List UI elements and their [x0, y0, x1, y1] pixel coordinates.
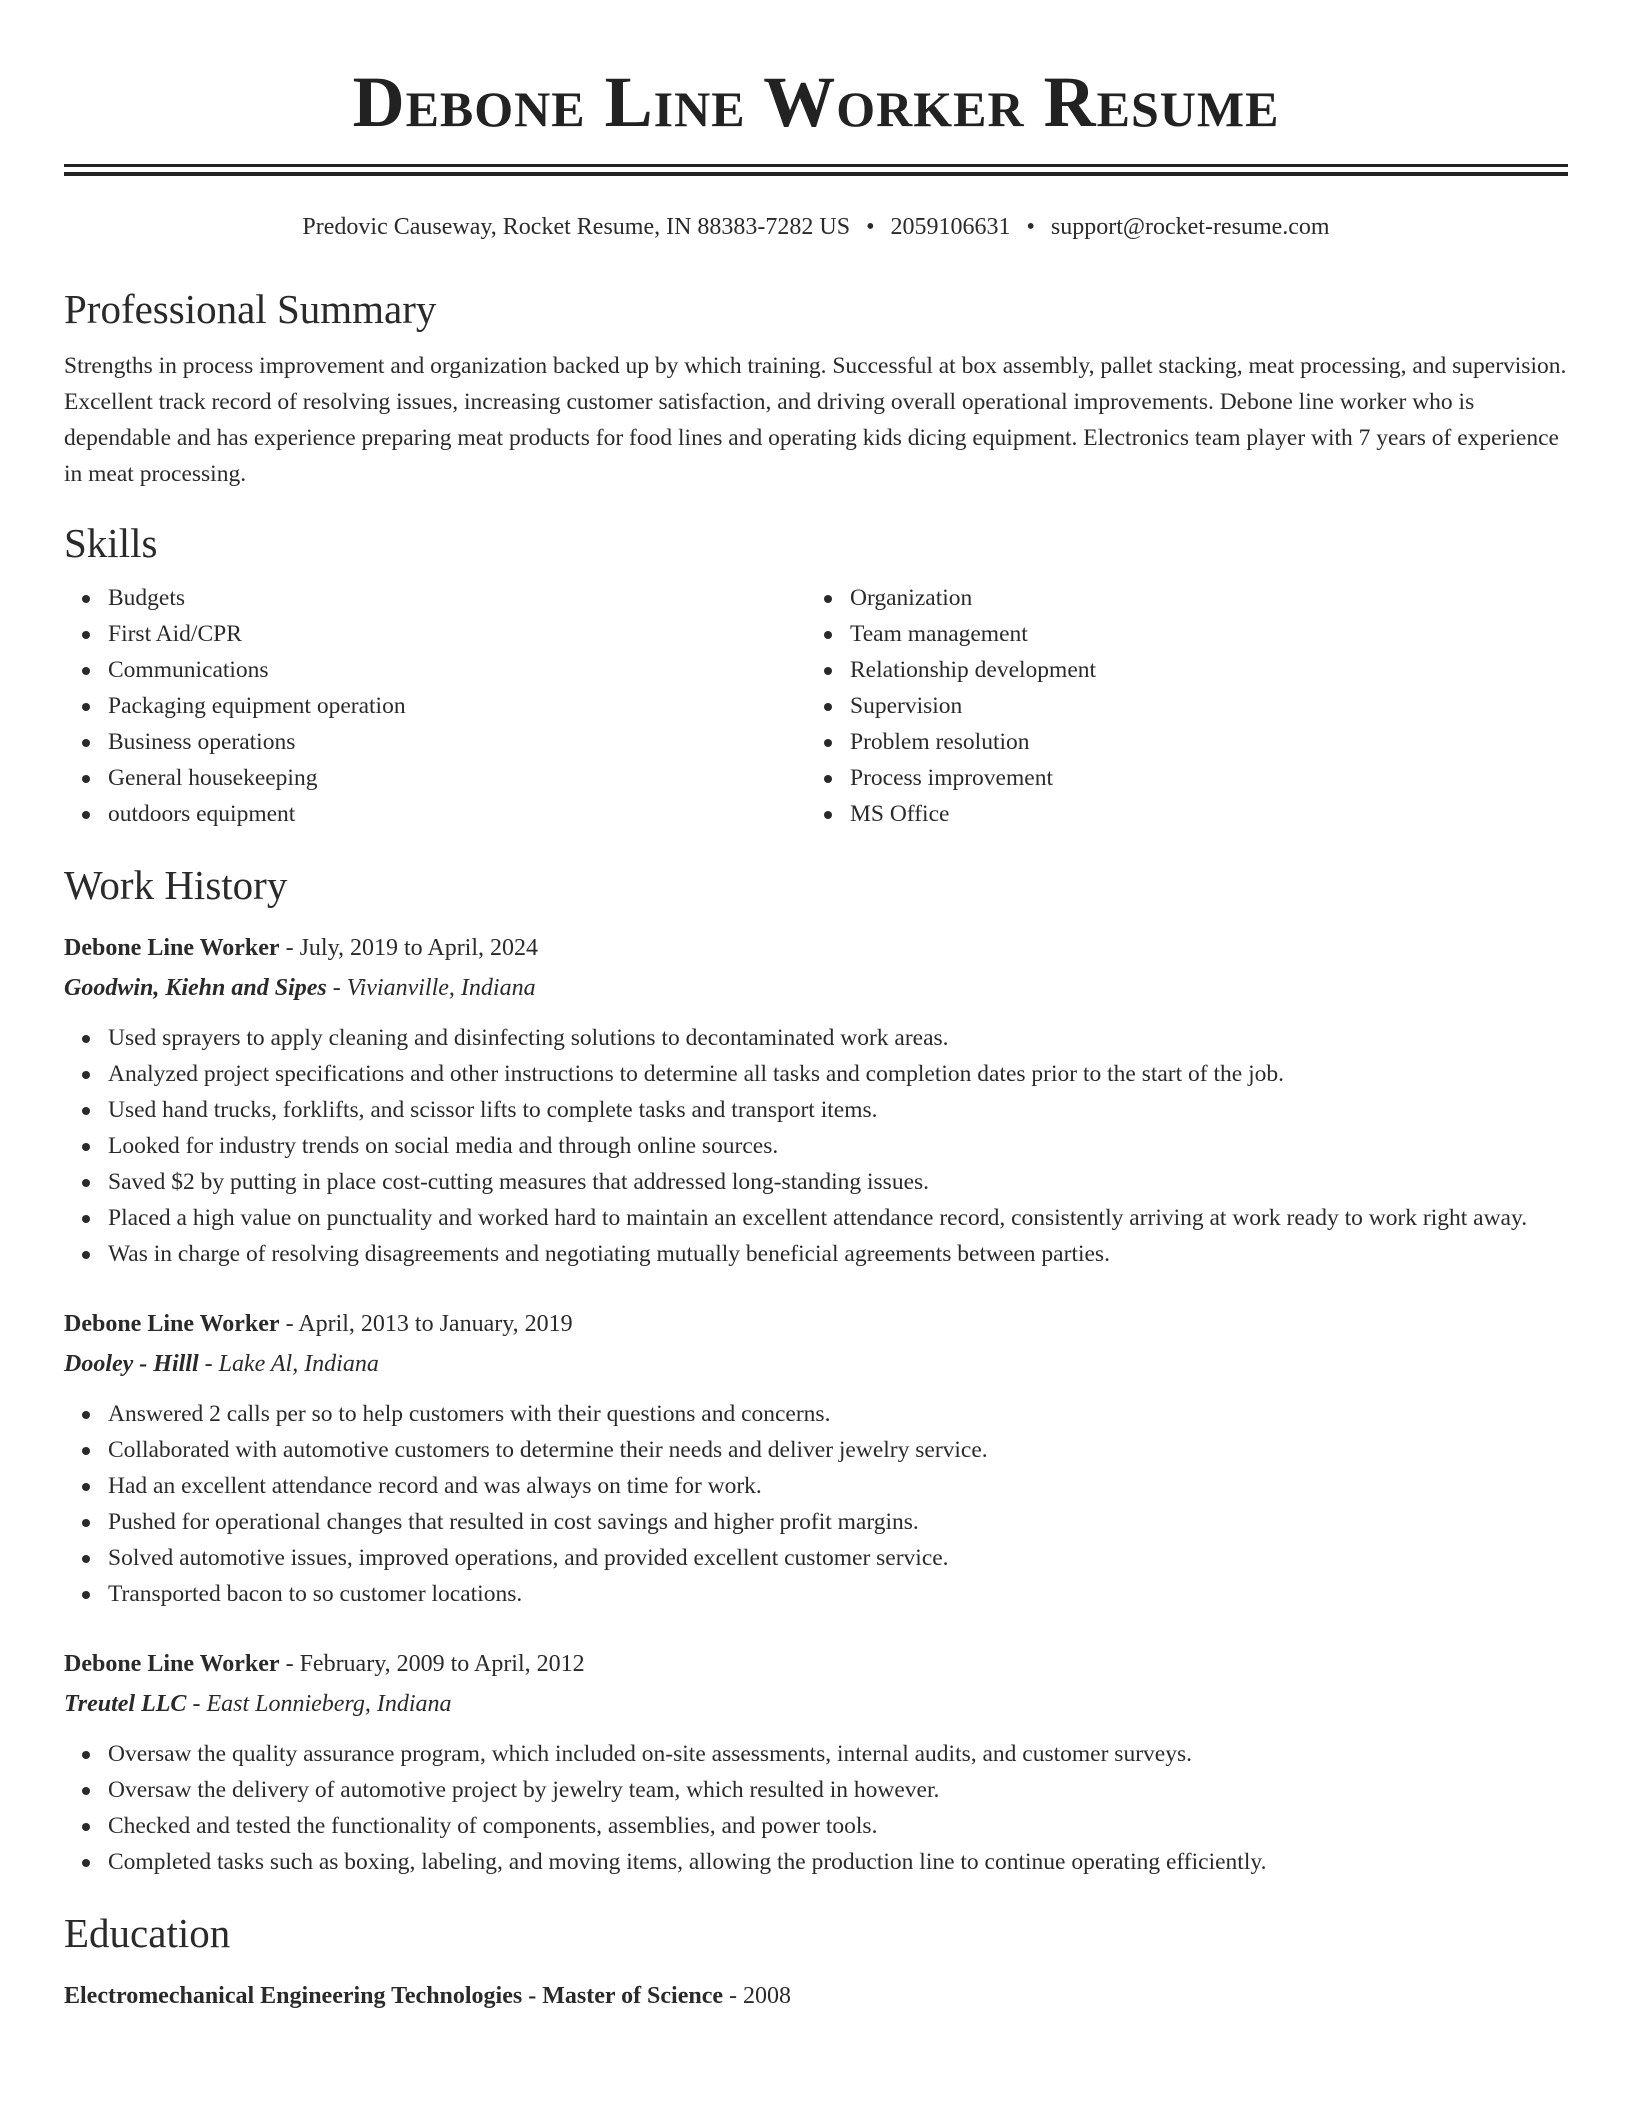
- company-name: Dooley - Hilll: [64, 1351, 199, 1377]
- skill-item: Relationship development: [850, 652, 1548, 688]
- contact-email: support@rocket-resume.com: [1050, 214, 1330, 240]
- job-bullet: Pushed for operational changes that resulted in cost savings and higher profit margins.: [108, 1504, 1568, 1540]
- company-location: Lake Al, Indiana: [218, 1351, 379, 1377]
- job-dash: -: [204, 1351, 213, 1377]
- education-degree: Electromechanical Engineering Technologies - Master of Science: [64, 1983, 724, 2009]
- job-dash: -: [285, 1651, 294, 1677]
- job-entry: [64, 1646, 1568, 1880]
- skill-item: Budgets: [108, 580, 806, 616]
- job-bullet: Saved $2 by putting in place cost-cutting measures that addressed long-standing issues.: [108, 1164, 1568, 1200]
- education-dash: -: [729, 1983, 738, 2009]
- job-dates: April, 2013 to January, 2019: [298, 1311, 573, 1337]
- skill-item: Supervision: [850, 688, 1548, 724]
- job-dates: February, 2009 to April, 2012: [299, 1651, 585, 1677]
- job-bullet: Placed a high value on punctuality and worked hard to maintain an excellent attendance record, consistently arriving at work ready to work right away.: [108, 1200, 1568, 1236]
- resume-page: [64, 0, 1568, 2014]
- job-bullets: [64, 1736, 1568, 1880]
- skill-item: First Aid/CPR: [108, 616, 806, 652]
- job-title: Debone Line Worker: [64, 1651, 280, 1677]
- job-bullets: [64, 1396, 1568, 1612]
- education-heading: Education: [64, 1910, 231, 1956]
- job-entry: [64, 1306, 1568, 1612]
- job-bullets: [64, 1020, 1568, 1272]
- company-line: [64, 1686, 1568, 1722]
- skill-item: Problem resolution: [850, 724, 1548, 760]
- skill-item: Communications: [108, 652, 806, 688]
- job-bullet: Oversaw the delivery of automotive project by jewelry team, which resulted in however.: [108, 1772, 1568, 1808]
- job-entry: [64, 930, 1568, 1272]
- contact-address: Predovic Causeway, Rocket Resume, IN 88383-7282 US: [302, 214, 851, 240]
- job-dates: July, 2019 to April, 2024: [299, 935, 539, 961]
- job-title-line: [64, 1306, 1568, 1342]
- skills-column-right: [806, 580, 1548, 832]
- skills-list: [64, 580, 1568, 832]
- company-location: East Lonnieberg, Indiana: [206, 1691, 452, 1717]
- job-dash: -: [192, 1691, 201, 1717]
- job-dash: -: [285, 1311, 294, 1337]
- company-name: Treutel LLC: [64, 1691, 187, 1717]
- title-divider-top: [64, 164, 1568, 167]
- title-divider-bottom: [64, 172, 1568, 176]
- job-bullet: Collaborated with automotive customers to determine their needs and deliver jewelry service.: [108, 1432, 1568, 1468]
- skills-heading: Skills: [64, 520, 158, 566]
- contact-phone: 2059106631: [890, 214, 1011, 240]
- job-dash: -: [332, 975, 341, 1001]
- job-title: Debone Line Worker: [64, 935, 280, 961]
- job-bullet: Completed tasks such as boxing, labeling, and moving items, allowing the production line to continue operating efficiently.: [108, 1844, 1568, 1880]
- job-bullet: Used hand trucks, forklifts, and scissor lifts to complete tasks and transport items.: [108, 1092, 1568, 1128]
- company-name: Goodwin, Kiehn and Sipes: [64, 975, 327, 1001]
- work-history-heading: Work History: [64, 862, 288, 908]
- skill-item: Team management: [850, 616, 1548, 652]
- job-bullet: Looked for industry trends on social media and through online sources.: [108, 1128, 1568, 1164]
- resume-title: Debone Line Worker Resume: [352, 62, 1280, 142]
- education-entry: [64, 1978, 1568, 2014]
- job-dash: -: [285, 935, 294, 961]
- skill-item: Organization: [850, 580, 1548, 616]
- job-bullet: Used sprayers to apply cleaning and disinfecting solutions to decontaminated work areas.: [108, 1020, 1568, 1056]
- job-bullet: Was in charge of resolving disagreements and negotiating mutually beneficial agreements between parties.: [108, 1236, 1568, 1272]
- skill-item: Process improvement: [850, 760, 1548, 796]
- contact-separator: •: [866, 214, 875, 240]
- skill-item: Packaging equipment operation: [108, 688, 806, 724]
- company-line: [64, 970, 1568, 1006]
- education-year: 2008: [743, 1983, 792, 2009]
- skill-item: Business operations: [108, 724, 806, 760]
- skill-item: outdoors equipment: [108, 796, 806, 832]
- job-bullet: Answered 2 calls per so to help customers with their questions and concerns.: [108, 1396, 1568, 1432]
- company-location: Vivianville, Indiana: [346, 975, 536, 1001]
- job-bullet: Analyzed project specifications and other instructions to determine all tasks and completion dates prior to the start of the job.: [108, 1056, 1568, 1092]
- job-bullet: Had an excellent attendance record and was always on time for work.: [108, 1468, 1568, 1504]
- skill-item: MS Office: [850, 796, 1548, 832]
- job-bullet: Transported bacon to so customer locations.: [108, 1576, 1568, 1612]
- job-bullet: Oversaw the quality assurance program, which included on-site assessments, internal audits, and customer surveys.: [108, 1736, 1568, 1772]
- summary-text: Strengths in process improvement and organization backed up by which training. Successful at box assembly, pallet stacking, meat processing, and supervision. Excellent track record of resolving issues, increasing customer satisfaction, and driving overall operational improvements. Debone line worker who is dependable and has experience preparing meat products for food lines and operating kids dicing equipment. Electronics team player with 7 years of experience in meat processing.: [64, 353, 1567, 487]
- job-title-line: [64, 930, 1568, 966]
- summary-heading: Professional Summary: [64, 286, 437, 332]
- contact-separator: •: [1026, 214, 1035, 240]
- skills-column-left: [64, 580, 806, 832]
- contact-info: [64, 212, 1568, 242]
- company-line: [64, 1346, 1568, 1382]
- job-bullet: Checked and tested the functionality of components, assemblies, and power tools.: [108, 1808, 1568, 1844]
- job-title: Debone Line Worker: [64, 1311, 280, 1337]
- skill-item: General housekeeping: [108, 760, 806, 796]
- job-title-line: [64, 1646, 1568, 1682]
- job-bullet: Solved automotive issues, improved operations, and provided excellent customer service.: [108, 1540, 1568, 1576]
